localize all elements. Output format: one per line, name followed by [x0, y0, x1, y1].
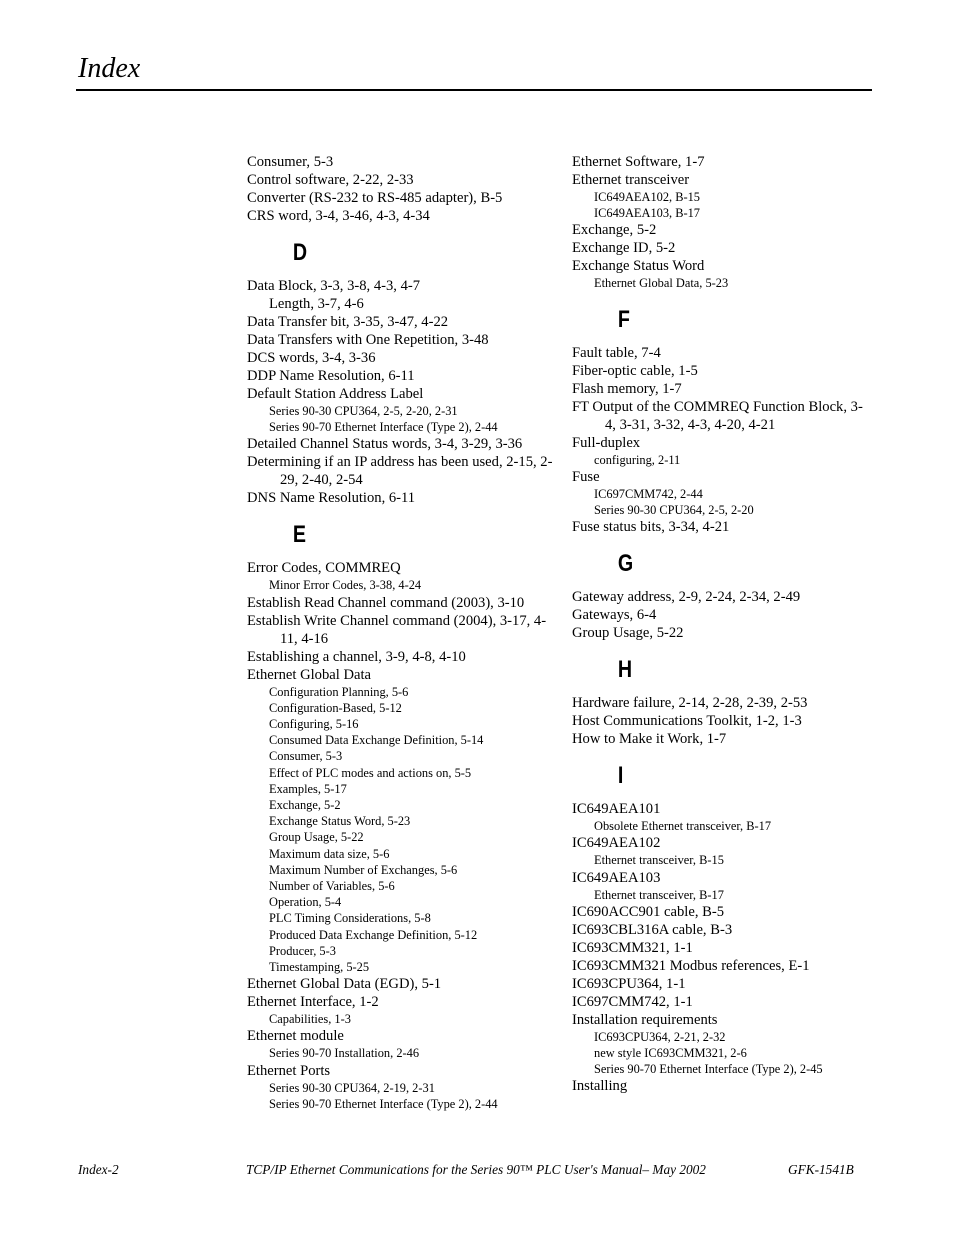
index-subentry: Series 90-70 Ethernet Interface (Type 2), 2-44 — [269, 1096, 498, 1111]
section-letter: I — [617, 762, 624, 790]
index-subentry: Ethernet transceiver, B-15 — [594, 853, 724, 868]
footer-doc-id: GFK-1541B — [788, 1162, 854, 1177]
section-letter: H — [617, 656, 633, 684]
index-subentry: configuring, 2-11 — [594, 452, 681, 467]
index-entry: IC697CMM742, 1-1 — [572, 993, 693, 1010]
index-entry: Fuse status bits, 3-34, 4-21 — [572, 519, 730, 536]
page-title: Index — [78, 53, 141, 84]
index-subentry: Series 90-30 CPU364, 2-5, 2-20, 2-31 — [269, 404, 458, 418]
index-entry: Gateway address, 2-9, 2-24, 2-34, 2-49 — [572, 589, 801, 606]
index-subentry: Series 90-30 CPU364, 2-19, 2-31 — [269, 1080, 435, 1095]
index-subentry: Consumed Data Exchange Definition, 5-14 — [269, 733, 484, 748]
index-entry: Error Codes, COMMREQ — [247, 560, 401, 577]
index-entry: Default Station Address Label — [247, 386, 424, 402]
footer-manual-title: TCP/IP Ethernet Communications for the Series 90™ PLC User's Manual– May 2002 — [246, 1162, 706, 1177]
index-entry: Establishing a channel, 3-9, 4-8, 4-10 — [247, 648, 466, 665]
index-subentry: Group Usage, 5-22 — [269, 830, 364, 845]
index-entry: Installation requirements — [572, 1011, 718, 1028]
index-entry: Group Usage, 5-22 — [572, 625, 684, 642]
index-entry: IC693CMM321 Modbus references, E-1 — [572, 957, 810, 974]
index-entry: Establish Write Channel command (2004), 3-17, 4-11, 4-16 — [247, 612, 547, 647]
index-entry: Detailed Channel Status words, 3-4, 3-29, 3-36 — [247, 436, 523, 453]
index-subentry: Operation, 5-4 — [269, 895, 342, 910]
index-subentry: Series 90-70 Installation, 2-46 — [269, 1046, 420, 1061]
index-entry: IC693CPU364, 1-1 — [572, 975, 686, 992]
index-entry: Full-duplex — [572, 434, 641, 451]
index-entry: Gateways, 6-4 — [572, 607, 657, 624]
index-entry: IC693CBL316A cable, B-3 — [572, 921, 733, 938]
index-entry: DCS words, 3-4, 3-36 — [247, 350, 376, 366]
index-entry: Ethernet transceiver — [572, 172, 690, 188]
index-column-left — [247, 153, 557, 1112]
index-entry: Data Block, 3-3, 3-8, 4-3, 4-7 — [247, 278, 421, 294]
index-subentry: Capabilities, 1-3 — [269, 1012, 351, 1027]
index-entry: Converter (RS-232 to RS-485 adapter), B-5 — [247, 190, 503, 206]
index-entry: Data Transfers with One Repetition, 3-48 — [247, 332, 489, 348]
index-entry: DNS Name Resolution, 6-11 — [247, 490, 416, 507]
index-subentry: IC693CPU364, 2-21, 2-32 — [594, 1029, 726, 1044]
section-letter: F — [617, 305, 630, 333]
index-entry: Ethernet Software, 1-7 — [572, 154, 705, 170]
index-subentry: Exchange, 5-2 — [269, 798, 341, 813]
index-subentry: Configuration-Based, 5-12 — [269, 700, 402, 715]
index-entry: Exchange Status Word — [572, 258, 705, 275]
index-entry: Establish Read Channel command (2003), 3-10 — [247, 594, 525, 611]
index-entry: Consumer, 5-3 — [247, 154, 334, 170]
index-subentry: Obsolete Ethernet transceiver, B-17 — [594, 819, 772, 834]
index-subentry: IC649AEA102, B-15 — [594, 190, 701, 204]
index-entry: Ethernet module — [247, 1028, 344, 1045]
section-letter: D — [292, 239, 308, 266]
index-subentry: Produced Data Exchange Definition, 5-12 — [269, 927, 478, 942]
index-subentry: Maximum Number of Exchanges, 5-6 — [269, 862, 458, 877]
index-entry: Exchange ID, 5-2 — [572, 240, 676, 257]
index-entry: Fiber-optic cable, 1-5 — [572, 362, 698, 379]
index-entry: Fault table, 7-4 — [572, 344, 661, 361]
index-subentry: Effect of PLC modes and actions on, 5-5 — [269, 765, 472, 780]
index-entry: Host Communications Toolkit, 1-2, 1-3 — [572, 713, 802, 730]
index-entry: Hardware failure, 2-14, 2-28, 2-39, 2-53 — [572, 695, 808, 712]
index-subentry: Timestamping, 5-25 — [269, 960, 370, 975]
index-subentry: new style IC693CMM321, 2-6 — [594, 1046, 747, 1061]
index-subentry: Series 90-30 CPU364, 2-5, 2-20 — [594, 503, 754, 518]
index-subentry: Configuration Planning, 5-6 — [269, 684, 409, 699]
footer-page-number: Index-2 — [78, 1162, 119, 1177]
index-entry: Exchange, 5-2 — [572, 222, 657, 239]
index-entry: Flash memory, 1-7 — [572, 380, 682, 397]
index-entry: Ethernet Ports — [247, 1062, 331, 1079]
index-entry: Fuse — [572, 468, 600, 485]
index-subentry: Producer, 5-3 — [269, 943, 336, 958]
index-subentry: Ethernet transceiver, B-17 — [594, 887, 724, 902]
index-subentry: PLC Timing Considerations, 5-8 — [269, 911, 431, 926]
index-entry: DDP Name Resolution, 6-11 — [247, 368, 415, 384]
index-column-right — [572, 153, 872, 1095]
index-entry: Ethernet Global Data — [247, 666, 371, 683]
index-entry: IC690ACC901 cable, B-5 — [572, 903, 725, 920]
index-entry: IC649AEA101 — [572, 801, 661, 818]
index-entry: Ethernet Global Data (EGD), 5-1 — [247, 976, 442, 993]
index-subentry: Length, 3-7, 4-6 — [269, 296, 364, 312]
index-entry: IC649AEA102 — [572, 835, 661, 852]
index-subentry: IC649AEA103, B-17 — [594, 206, 701, 221]
index-subentry: Minor Error Codes, 3-38, 4-24 — [269, 578, 422, 593]
index-entry: Installing — [572, 1078, 628, 1095]
index-entry: IC693CMM321, 1-1 — [572, 939, 693, 956]
section-letter: E — [292, 521, 307, 549]
index-entry: Ethernet Interface, 1-2 — [247, 994, 379, 1011]
index-subentry: Exchange Status Word, 5-23 — [269, 814, 411, 829]
index-entry: Control software, 2-22, 2-33 — [247, 172, 414, 188]
index-subentry: Examples, 5-17 — [269, 781, 347, 796]
index-entry: IC649AEA103 — [572, 869, 661, 886]
index-entry: How to Make it Work, 1-7 — [572, 731, 727, 748]
index-entry: FT Output of the COMMREQ Function Block, 3-4, 3-31, 3-32, 4-3, 4-20, 4-21 — [572, 398, 863, 433]
index-subentry: Maximum data size, 5-6 — [269, 846, 390, 861]
index-subentry: Series 90-70 Ethernet Interface (Type 2), 2-44 — [269, 420, 498, 435]
index-entry: Determining if an IP address has been used, 2-15, 2-29, 2-40, 2-54 — [247, 454, 553, 489]
index-entry: CRS word, 3-4, 3-46, 4-3, 4-34 — [247, 208, 430, 224]
index-subentry: Consumer, 5-3 — [269, 749, 343, 764]
index-subentry: Ethernet Global Data, 5-23 — [594, 276, 729, 291]
index-subentry: Number of Variables, 5-6 — [269, 879, 395, 894]
index-entry: Data Transfer bit, 3-35, 3-47, 4-22 — [247, 314, 449, 330]
index-subentry: Series 90-70 Ethernet Interface (Type 2), 2-45 — [594, 1062, 823, 1077]
index-subentry: Configuring, 5-16 — [269, 717, 359, 732]
index-subentry: IC697CMM742, 2-44 — [594, 486, 703, 501]
header-rule — [76, 89, 872, 91]
section-letter: G — [617, 550, 634, 578]
